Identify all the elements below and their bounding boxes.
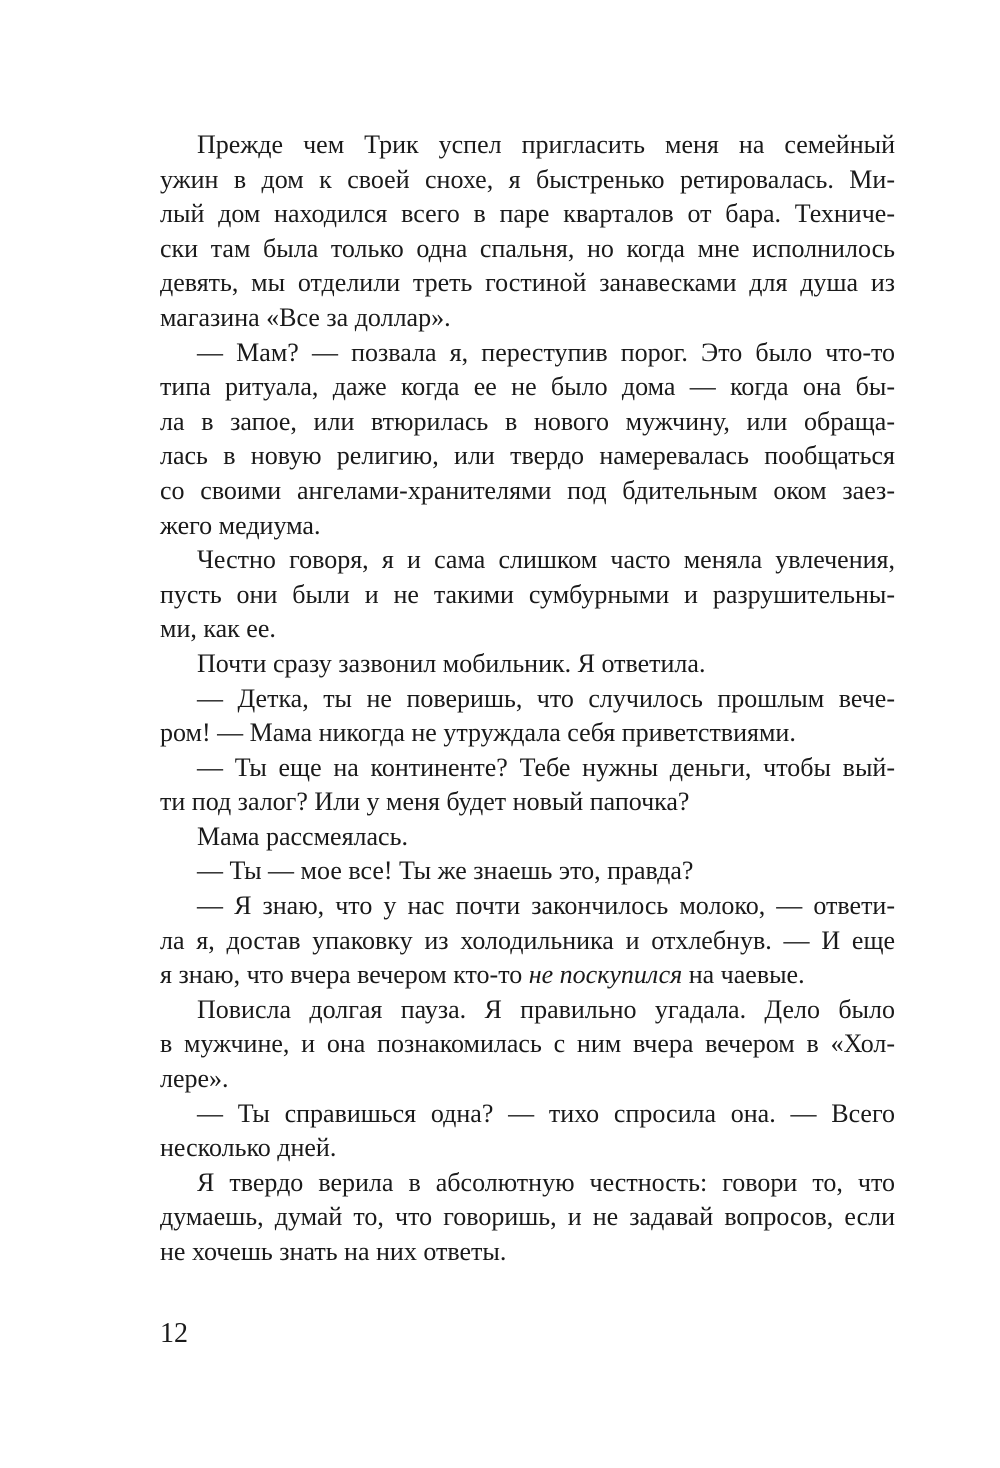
emphasis-run: не поскупился: [528, 960, 683, 990]
text-line: ти под залог? Или у меня будет новый папочка?: [160, 787, 690, 817]
text-line: — Мам? — позвала я, переступив порог. Это было что-то: [197, 337, 895, 367]
text-line: ла в запое, или втюрилась в нового мужчину, или обраща-: [160, 406, 895, 436]
text-line: [160, 958, 895, 993]
text-line: ски там была только одна спальня, но когда мне исполнилось: [160, 233, 895, 263]
text-line: ужин в дом к своей снохе, я быстренько ретировалась. Ми-: [160, 164, 895, 194]
text-line: Повисла долгая пауза. Я правильно угадала. Дело было: [197, 994, 895, 1024]
text-line: лый дом находился всего в паре кварталов от бара. Техниче-: [160, 199, 895, 229]
text-line: магазина «Все за доллар».: [160, 302, 451, 332]
text-line: думаешь, думай то, что говоришь, и не задавай вопросов, если: [160, 1202, 895, 1232]
text-line: ла я, достав упаковку из холодильника и отхлебнув. — И еще: [160, 925, 895, 955]
text-line: Почти сразу зазвонил мобильник. Я ответила.: [197, 648, 706, 678]
text-line: — Детка, ты не поверишь, что случилось прошлым вече-: [197, 683, 895, 713]
text-line: несколько дней.: [160, 1133, 337, 1163]
text-line: типа ритуала, даже когда ее не было дома — когда она бы-: [160, 372, 895, 402]
text-line: ми, как ее.: [160, 614, 276, 644]
text-line: не хочешь знать на них ответы.: [160, 1237, 507, 1266]
text-line: девять, мы отделили треть гостиной занавесками для душа из: [160, 268, 895, 298]
text-line: — Ты — мое все! Ты же знаешь это, правда?: [197, 856, 694, 886]
text-line: Мама рассмеялась.: [197, 821, 408, 851]
text-line: — Я знаю, что у нас почти закончилось молоко, — ответи-: [197, 891, 895, 921]
text-line: жего медиума.: [160, 510, 321, 540]
text-line: в мужчине, и она познакомилась с ним вчера вечером в «Хол-: [160, 1029, 895, 1059]
body-text: [160, 128, 895, 1270]
text-line: лась в новую религию, или твердо намеревалась пообщаться: [160, 441, 895, 471]
text-line: со своими ангелами-хранителями под бдительным оком заез-: [160, 475, 895, 505]
text-line: Прежде чем Трик успел пригласить меня на семейный: [197, 130, 895, 159]
text-line: Честно говоря, я и сама слишком часто меняла увлечения,: [197, 545, 895, 575]
text-line: Я твердо верила в абсолютную честность: говори то, что: [197, 1167, 895, 1197]
text-line: пусть они были и не такими сумбурными и разрушительны-: [160, 579, 895, 609]
text-line: — Ты еще на континенте? Тебе нужны деньги, чтобы вый-: [197, 752, 895, 782]
text-run: я знаю, что вчера вечером кто-то: [160, 960, 529, 990]
text-line: ром! — Мама никогда не утруждала себя приветствиями.: [160, 718, 796, 748]
text-line: лере».: [160, 1064, 229, 1094]
text-run: на чаевые.: [682, 960, 805, 990]
text-line: — Ты справишься одна? — тихо спросила она. — Всего: [197, 1098, 895, 1128]
page-number: 12: [160, 1318, 188, 1349]
